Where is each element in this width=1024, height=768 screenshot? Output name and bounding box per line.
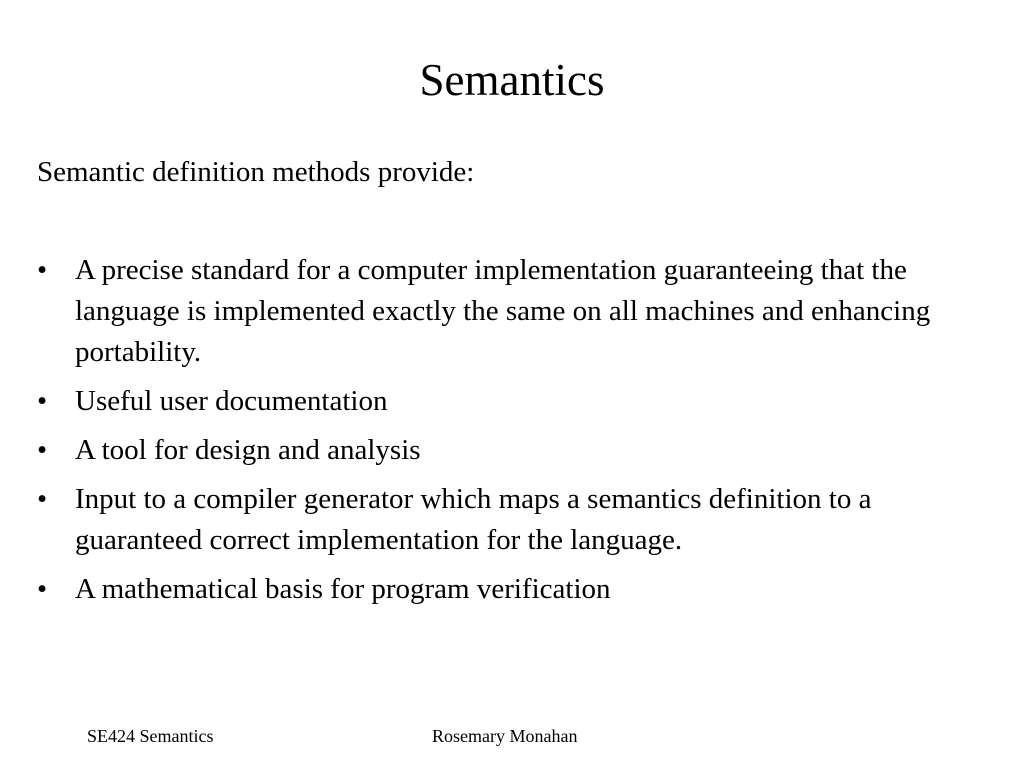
intro-text: Semantic definition methods provide:: [37, 156, 475, 188]
bullet-icon: •: [37, 483, 48, 515]
bullet-icon: •: [37, 434, 48, 466]
bullet-text: Useful user documentation: [75, 385, 388, 417]
bullet-item: [37, 569, 987, 610]
bullet-item: [37, 479, 987, 561]
bullet-text: Input to a compiler generator which maps a semantics definition to a guaranteed correct implementation for the language.: [75, 483, 872, 556]
bullet-item: [37, 430, 987, 471]
bullet-text: A precise standard for a computer implementation guaranteeing that the language is implemented exactly the same on all machines and enhancing portability.: [75, 254, 931, 368]
bullet-icon: •: [37, 573, 48, 605]
footer-course: SE424 Semantics: [87, 726, 214, 746]
bullet-list: [37, 250, 987, 618]
bullet-text: A tool for design and analysis: [75, 434, 421, 466]
bullet-item: [37, 381, 987, 422]
bullet-text: A mathematical basis for program verification: [75, 573, 611, 605]
bullet-icon: •: [37, 254, 48, 286]
bullet-item: [37, 250, 987, 373]
bullet-icon: •: [37, 385, 48, 417]
footer-author: Rosemary Monahan: [432, 726, 578, 746]
slide-title: Semantics: [419, 55, 605, 105]
